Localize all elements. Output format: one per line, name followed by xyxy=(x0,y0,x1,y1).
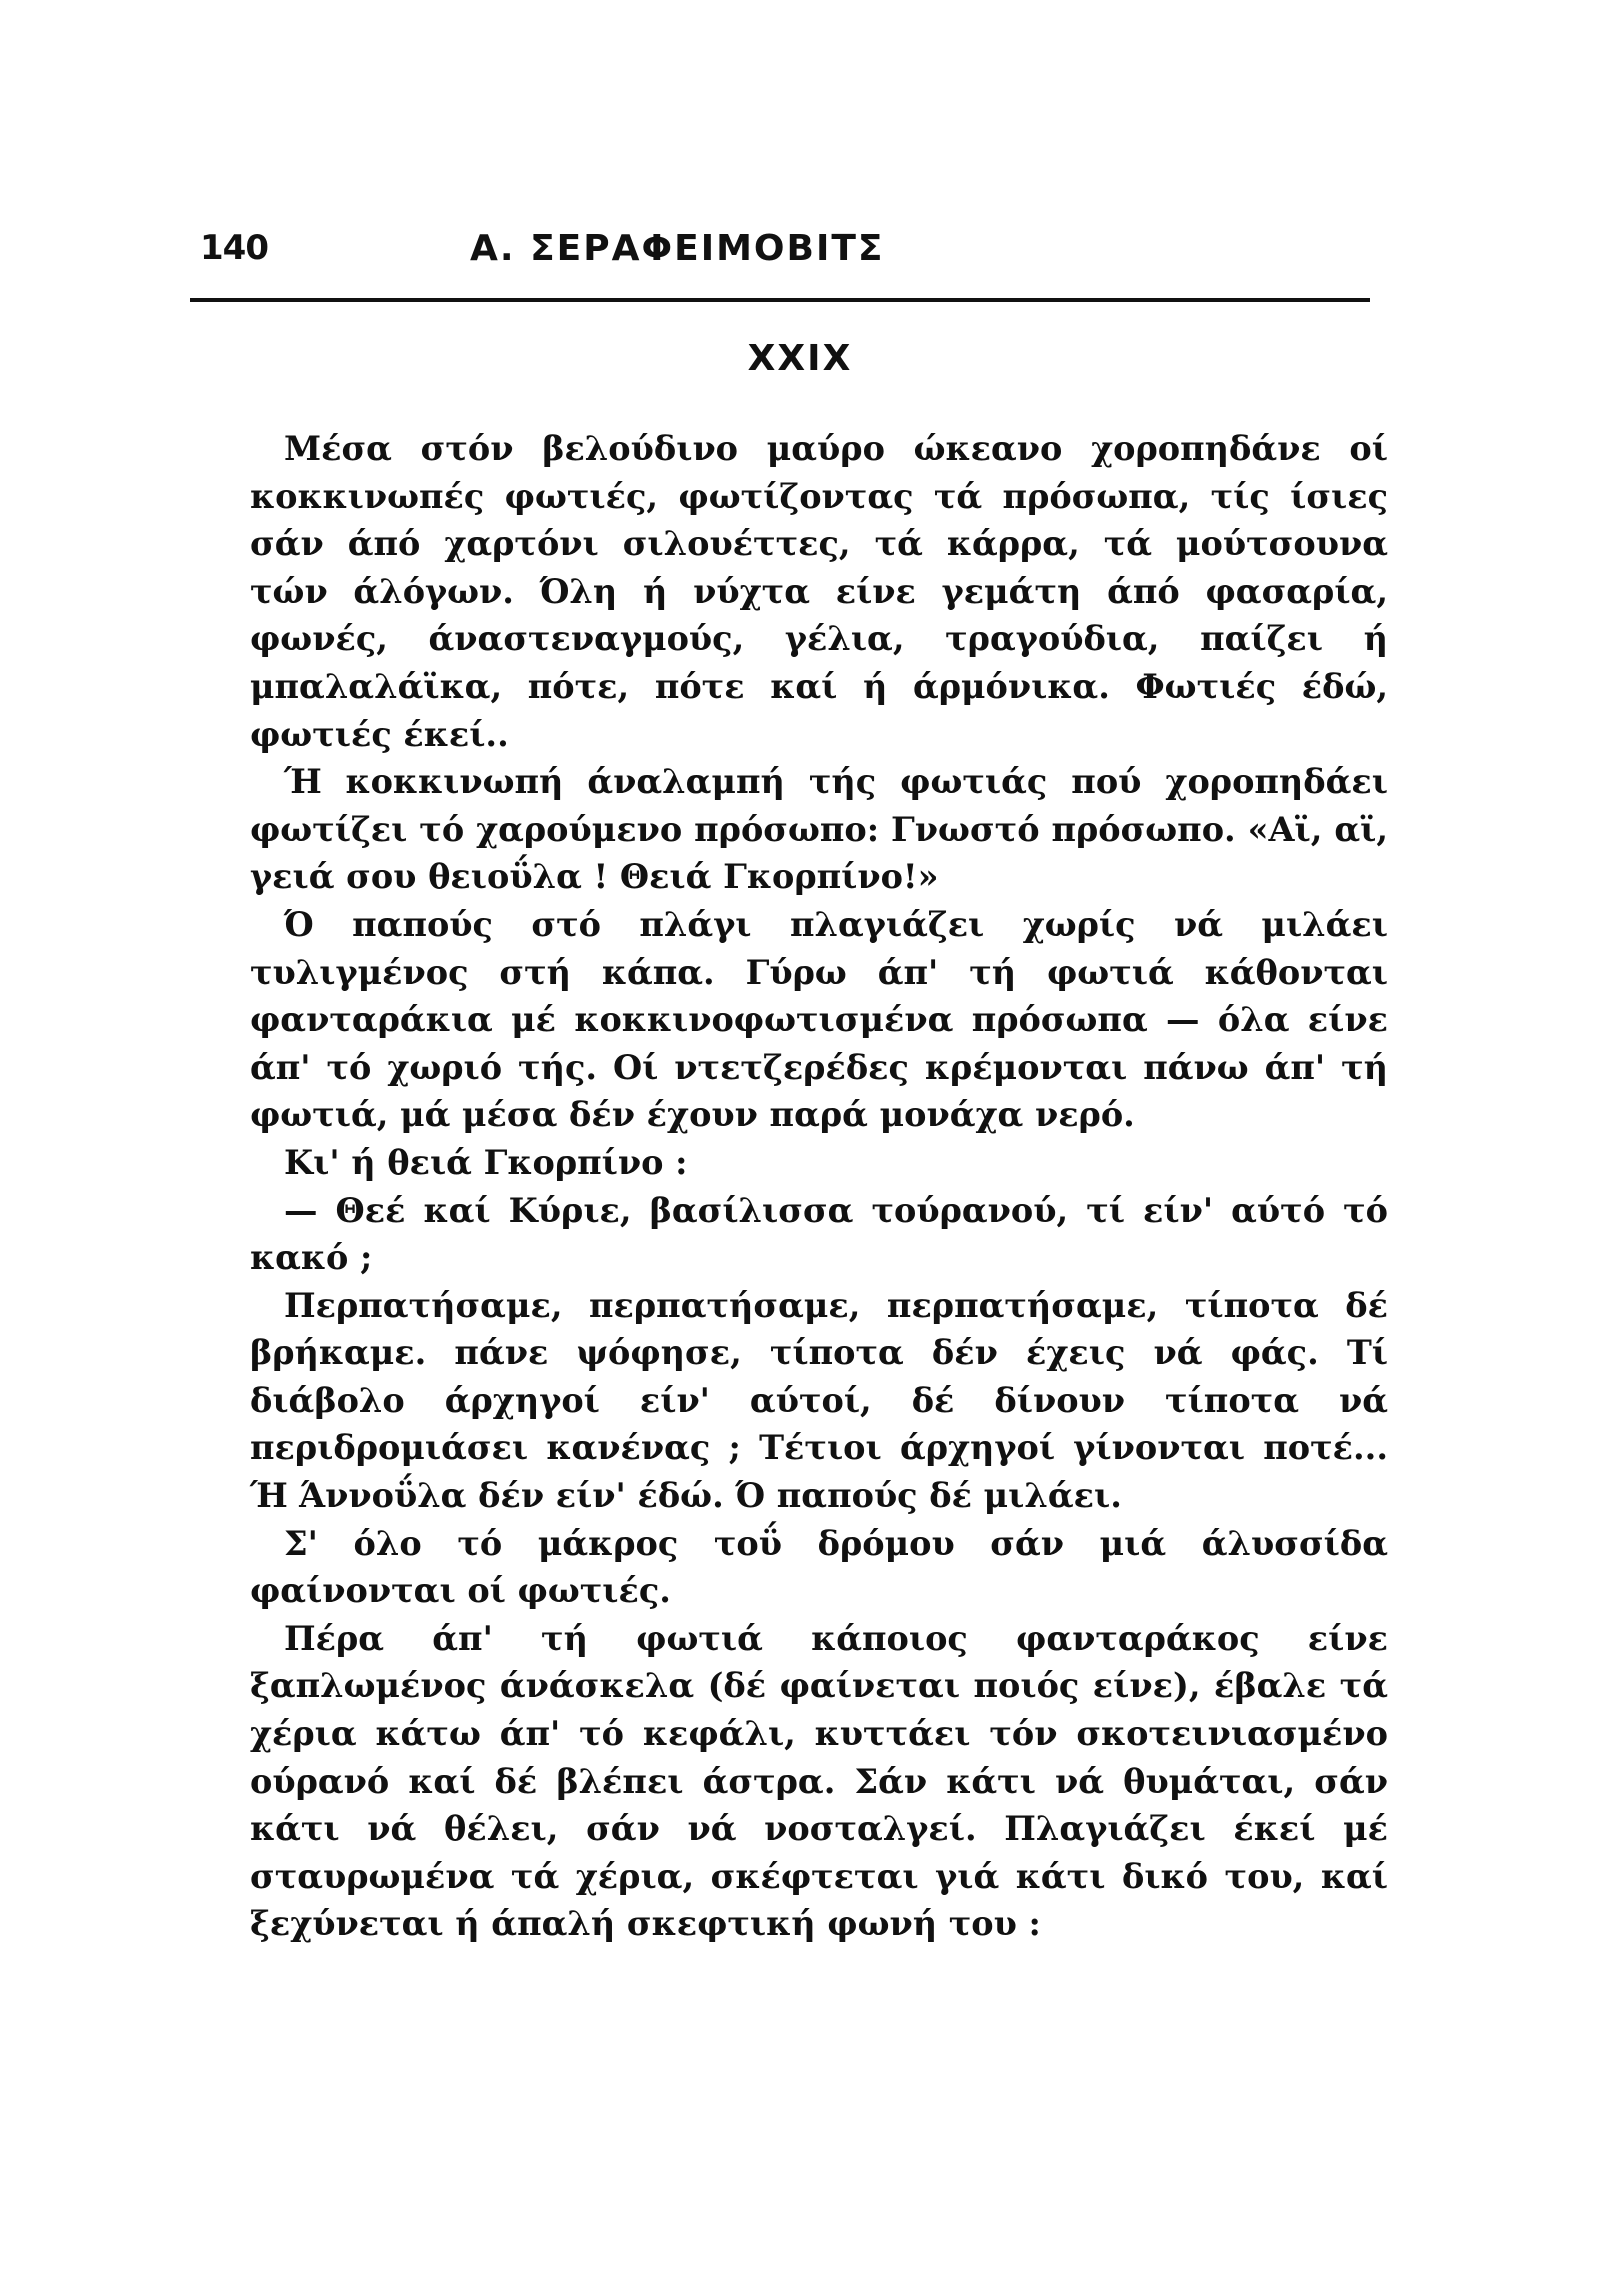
body-text xyxy=(250,425,1388,1948)
paragraph: Πέρα άπ' τή φωτιά κάποιος φανταράκος είνε ξαπλωμένος άνάσκελα (δέ φαίνεται ποιός είνε), έβαλε τά χέρια κάτω άπ' τό κεφάλι, κυττάει τόν σκοτεινιασμένο ούρανό καί δέ βλέπει άστρα. Σάν κάτι νά θυμάται, σάν κάτι νά θέλει, σάν νά νοσταλγεί. Πλαγιάζει έκεί μέ σταυρωμένα τά χέρια, σκέφτεται γιά κάτι δικό του, καί ξεχύνεται ή άπαλή σκεφτική φωνή του : xyxy=(250,1618,1388,1944)
paragraph: Μέσα στόν βελούδινο μαύρο ώκεανο χοροπηδάνε οί κοκκινωπές φωτιές, φωτίζοντας τά πρόσωπα, τίς ίσιες σάν άπό χαρτόνι σιλουέττες, τά κάρρα, τά μούτσουνα τών άλόγων. Όλη ή νύχτα είνε γεμάτη άπό φασαρία, φωνές, άναστεναγμούς, γέλια, τραγούδια, παίζει ή μπαλαλάϊκα, πότε, πότε καί ή άρμόνικα. Φωτιές έδώ, φωτιές έκεί.. xyxy=(250,429,1388,754)
page-number: 140 xyxy=(200,228,268,268)
paragraph: Κι' ή θειά Γκορπίνο : xyxy=(284,1142,688,1182)
page-header xyxy=(190,228,1380,278)
paragraph: Ή κοκκινωπή άναλαμπή τής φωτιάς πού χοροπηδάει φωτίζει τό χαρούμενο πρόσωπο: Γνωστό πρόσωπο. «Αϊ, αϊ, γειά σου θειοΰλα ! Θειά Γκορπίνο!» xyxy=(250,762,1388,897)
header-rule xyxy=(190,298,1370,302)
chapter-title: XXIX xyxy=(747,338,853,379)
paragraph: Περπατήσαμε, περπατήσαμε, περπατήσαμε, τίποτα δέ βρήκαμε. πάνε ψόφησε, τίποτα δέν έχεις νά φάς. Τί διάβολο άρχηγοί είν' αύτοί, δέ δίνουν τίποτα νά περιδρομιάσει κανένας ; Τέτιοι άρχηγοί γίνονται ποτέ... Ή Άννοΰλα δέν είν' έδώ. Ό παπούς δέ μιλάει. xyxy=(250,1285,1388,1516)
paragraph: Σ' όλο τό μάκρος τοΰ δρόμου σάν μιά άλυσσίδα φαίνονται οί φωτιές. xyxy=(250,1523,1388,1611)
paragraph: — Θεέ καί Κύριε, βασίλισσα τούρανού, τί είν' αύτό τό κακό ; xyxy=(250,1190,1388,1278)
running-head: Α. ΣΕΡΑΦΕΙΜΟΒΙΤΣ xyxy=(470,228,885,269)
paragraph: Ό παπούς στό πλάγι πλαγιάζει χωρίς νά μιλάει τυλιγμένος στή κάπα. Γύρω άπ' τή φωτιά κάθονται φανταράκια μέ κοκκινοφωτισμένα πρόσωπα — όλα είνε άπ' τό χωριό τής. Οί ντετζερέδες κρέμονται πάνω άπ' τή φωτιά, μά μέσα δέν έχουν παρά μονάχα νερό. xyxy=(250,904,1388,1135)
